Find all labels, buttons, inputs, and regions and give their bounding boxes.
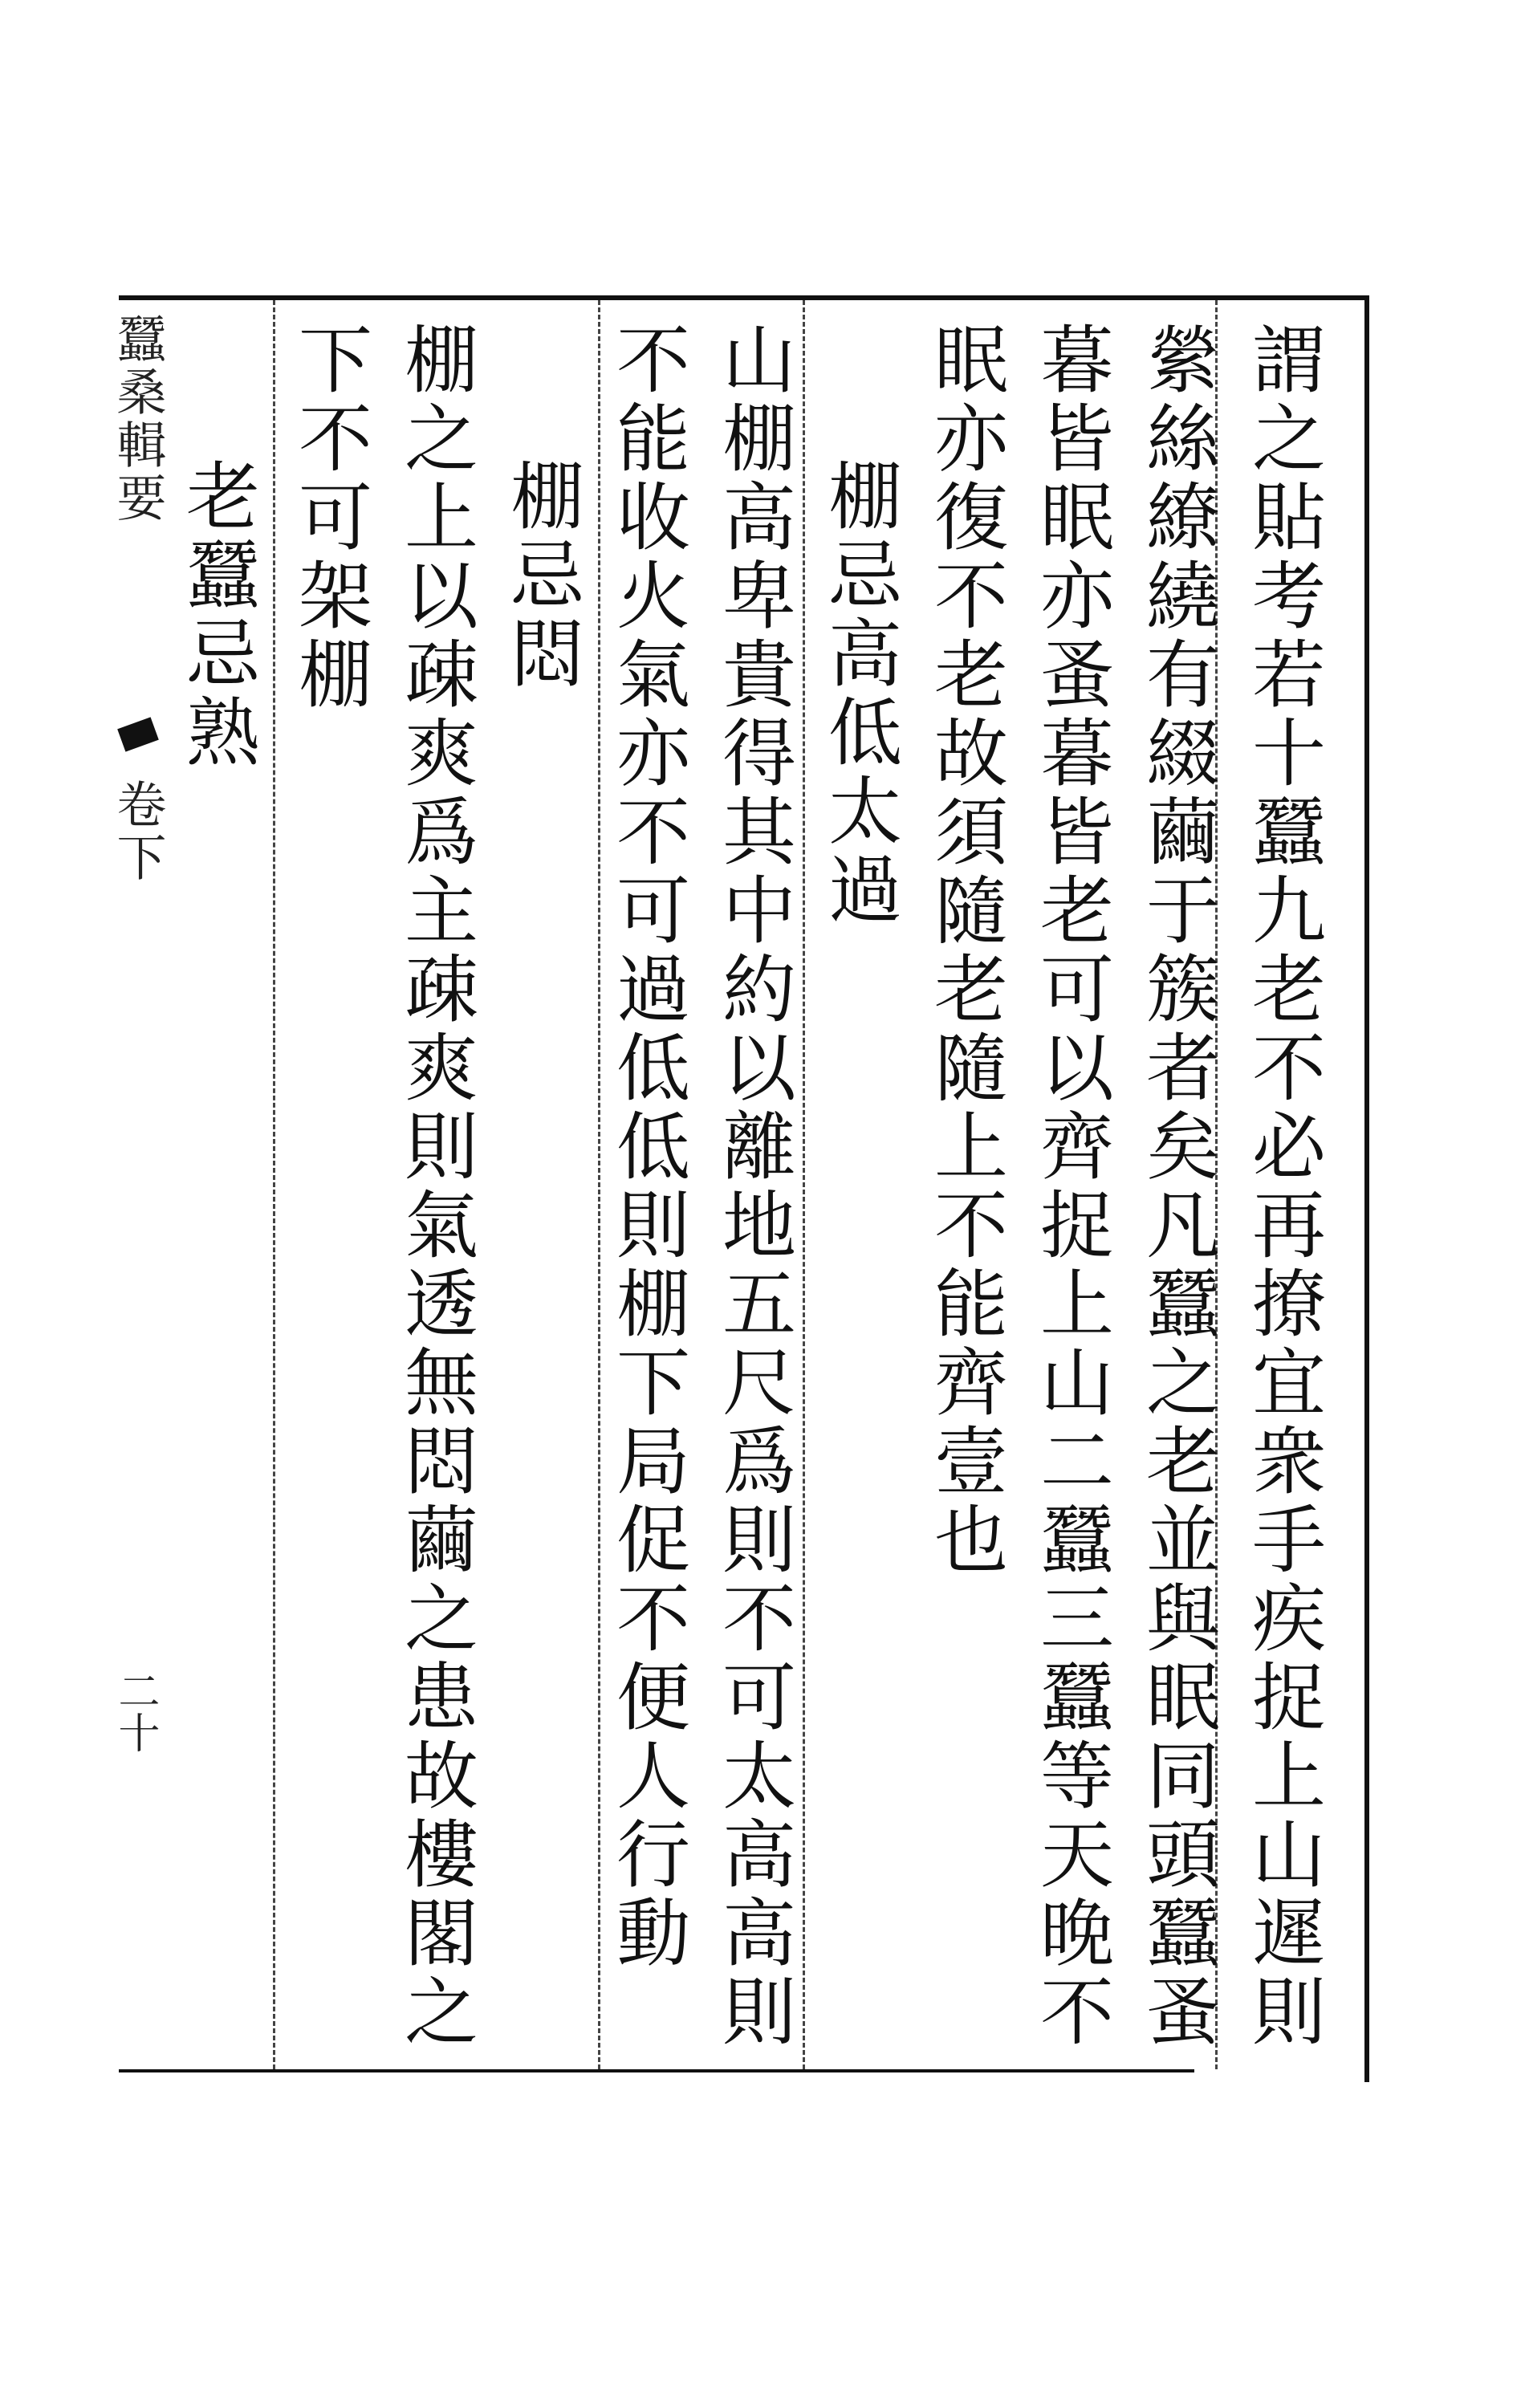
border-top-line xyxy=(119,295,1369,300)
section-heading-shed-height: 棚忌高低太過 xyxy=(816,458,902,929)
margin-book-title: 蠶桑輯要 xyxy=(108,313,167,525)
border-bottom-line xyxy=(119,2069,1194,2072)
border-right-line xyxy=(1364,295,1369,2082)
column-divider xyxy=(598,300,600,2069)
text-column-3: 暮皆眠亦蚤暮皆老可以齊捉上山二蠶三蠶等天晚不 xyxy=(1028,321,1114,2052)
text-column-6: 山棚高卑貴得其中約以離地五尺爲則不可太高高則 xyxy=(710,321,796,2052)
fishtail-mark-icon xyxy=(117,717,159,751)
section-heading-old-silkworm: 老蠶忌熟 xyxy=(174,458,260,772)
text-column-4: 眠亦復不老故須隨老隨上不能齊壹也 xyxy=(922,321,1008,1580)
text-column-2: 縈絲繚繞有綴繭于簇者矣凡蠶之老並與眠同頭蠶蚤 xyxy=(1134,321,1220,2052)
text-column-9: 棚之上以疎爽爲主疎爽則氣透無悶繭之患故樓閣之 xyxy=(392,321,478,2052)
section-heading-shed-stuffiness: 棚忌悶 xyxy=(498,458,584,694)
column-divider xyxy=(273,300,275,2069)
text-column-1: 謂之貼考若十蠶九老不必再撩宜衆手疾捉上山遲則 xyxy=(1240,321,1326,2052)
text-column-10: 下不可架棚 xyxy=(287,321,372,714)
margin-volume: 卷下 xyxy=(108,779,167,885)
column-divider xyxy=(803,300,805,2069)
margin-page-number: 二十 xyxy=(111,1670,159,1753)
text-column-7: 不能收火氣亦不可過低低則棚下局促不便人行動 xyxy=(604,321,690,1973)
